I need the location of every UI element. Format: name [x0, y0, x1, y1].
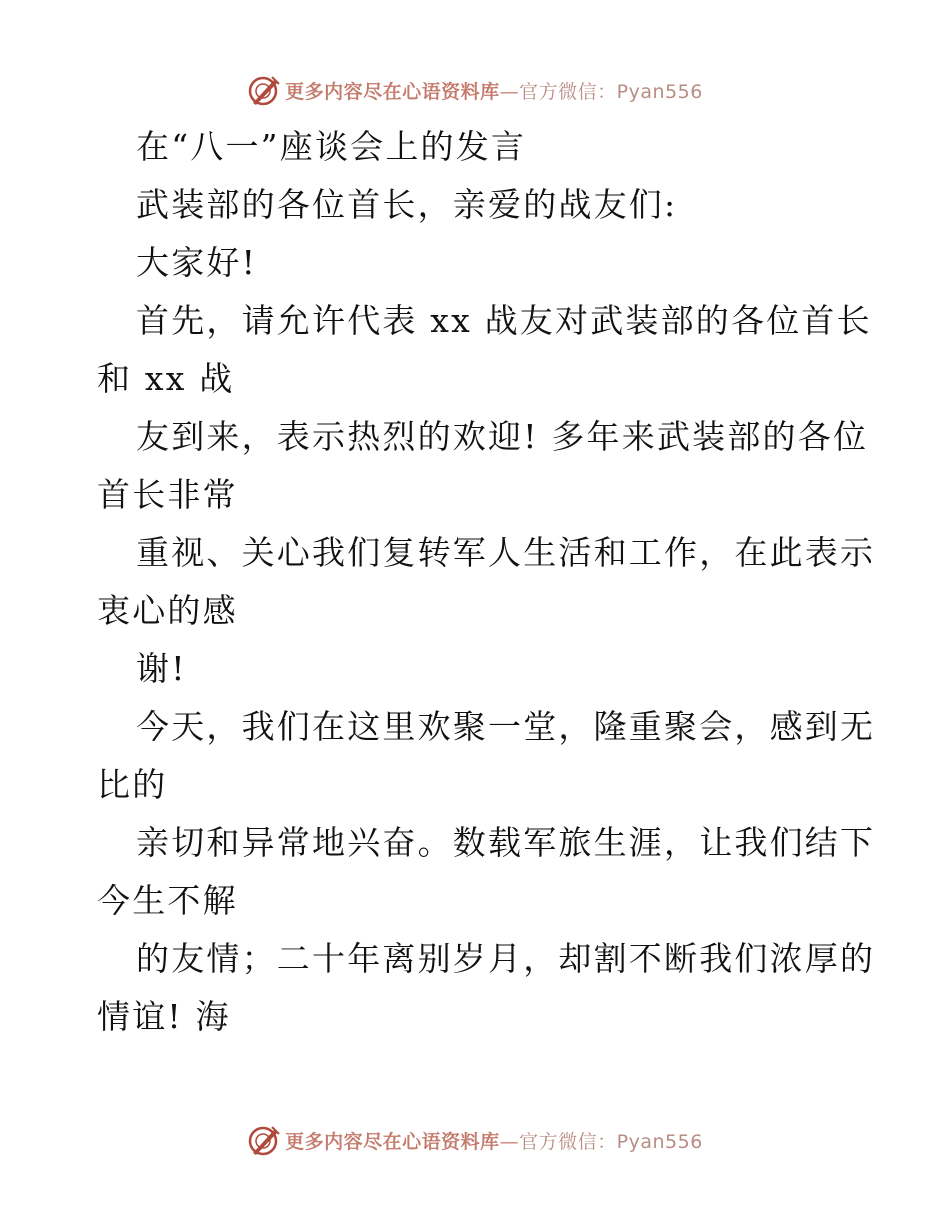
paragraph-line: 重视、关心我们复转军人生活和工作，在此表示 — [136, 533, 876, 572]
footer-watermark — [0, 1120, 950, 1160]
watermark-wechat-text: 官方微信：Pyan556 — [519, 80, 703, 103]
paragraph-line: 亲切和异常地兴奋。数载军旅生涯，让我们结下 — [136, 823, 876, 862]
watermark-wechat-text: 官方微信：Pyan556 — [519, 1130, 703, 1153]
paragraph-line: 比的 — [97, 765, 168, 804]
watermark-separator: — — [499, 1130, 520, 1153]
pen-logo-icon — [247, 73, 281, 107]
paragraph-line: 首先，请允许代表 xx 战友对武装部的各位首长 — [136, 301, 872, 340]
paragraph-line: 友到来，表示热烈的欢迎! 多年来武装部的各位 — [136, 417, 869, 456]
paragraph-line: 今天，我们在这里欢聚一堂，隆重聚会，感到无 — [136, 707, 876, 746]
watermark-main-text: 更多内容尽在心语资料库 — [285, 80, 500, 103]
watermark-separator: — — [499, 80, 520, 103]
paragraph-line: 大家好! — [136, 243, 258, 282]
watermark-main-text: 更多内容尽在心语资料库 — [285, 1130, 500, 1153]
document-title: 在“八一”座谈会上的发言 — [136, 127, 527, 166]
paragraph-line: 衷心的感 — [97, 591, 238, 630]
paragraph-line: 今生不解 — [97, 881, 238, 920]
paragraph-line: 和 xx 战 — [97, 359, 235, 398]
paragraph-line: 情谊! 海 — [97, 997, 231, 1036]
paragraph-line: 的友情；二十年离别岁月，却割不断我们浓厚的 — [136, 939, 876, 978]
header-watermark — [0, 70, 950, 110]
paragraph-line: 谢! — [136, 649, 187, 688]
document-body — [97, 118, 876, 1046]
paragraph-line: 首长非常 — [97, 475, 238, 514]
pen-logo-icon — [247, 1123, 281, 1157]
paragraph-line: 武装部的各位首长，亲爱的战友们: — [136, 185, 678, 224]
